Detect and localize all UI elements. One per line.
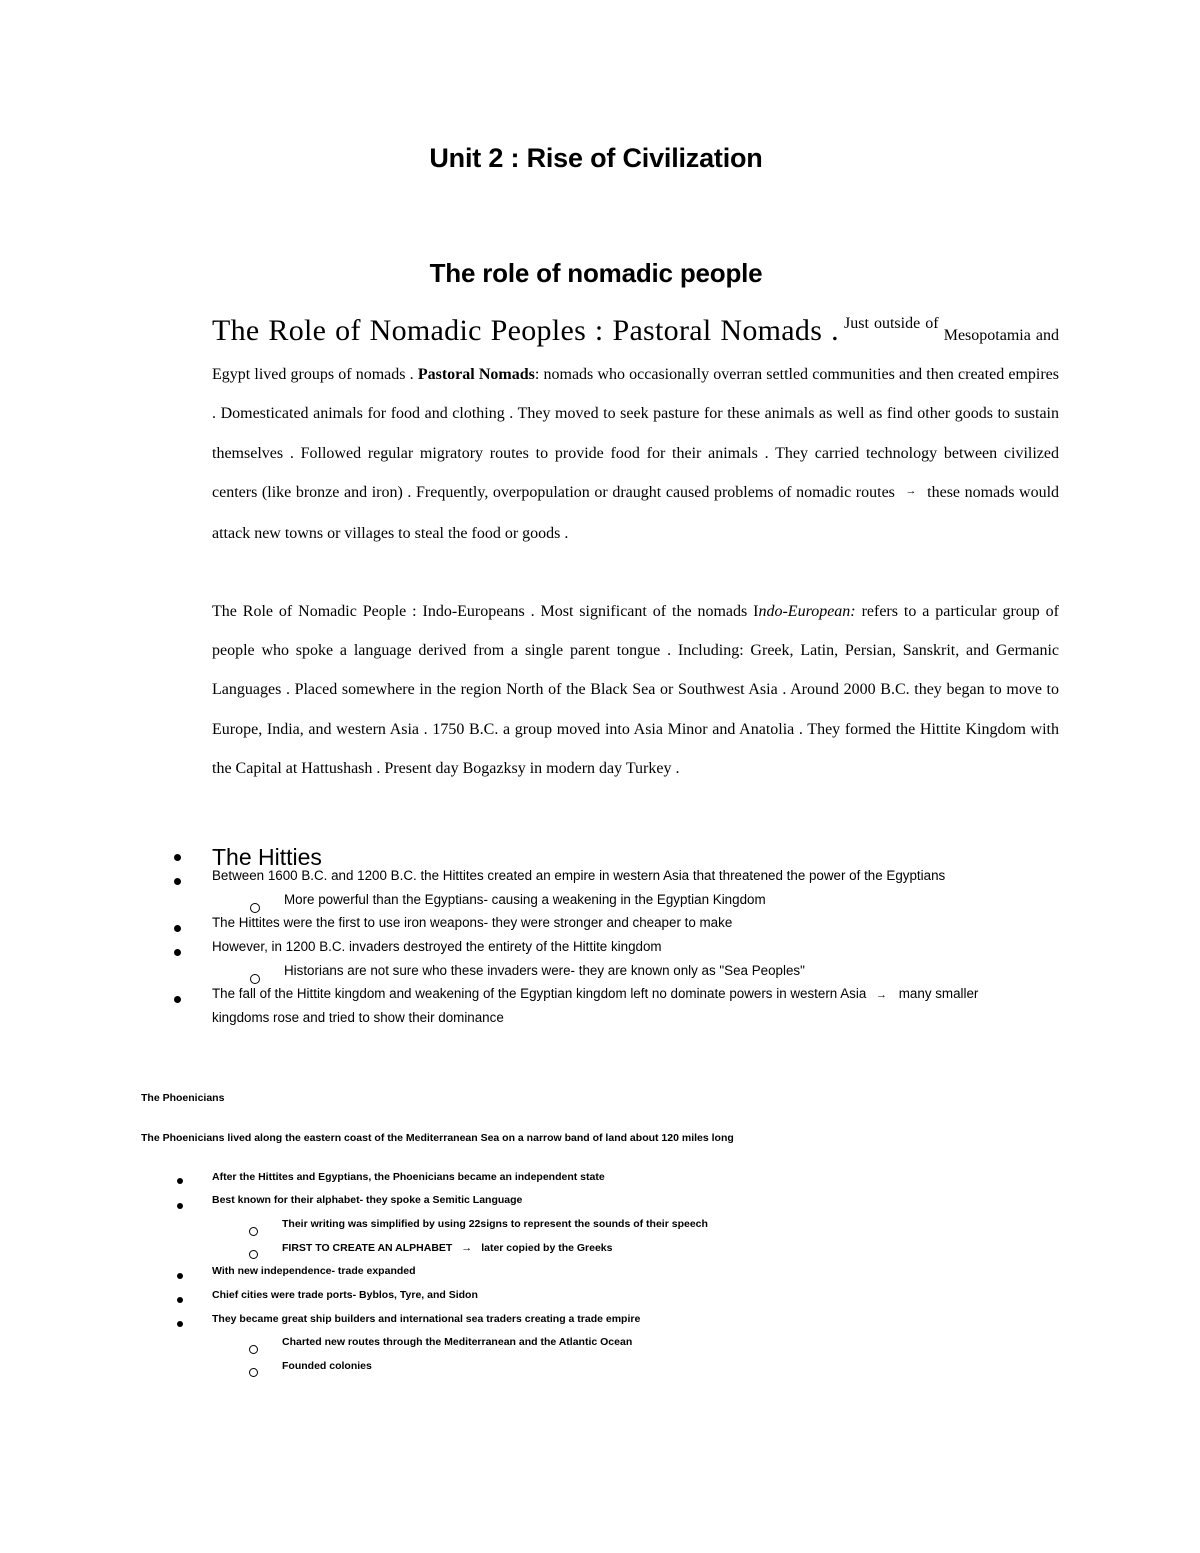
- list-item: Founded colonies: [282, 1360, 372, 1372]
- list-item: They became great ship builders and international sea traders creating a trade empire: [212, 1313, 641, 1325]
- circle-bullet-icon: [249, 1227, 258, 1236]
- list-item: Between 1600 B.C. and 1200 B.C. the Hittites created an empire in western Asia that threatened the power of the Egyptians: [212, 868, 946, 883]
- phoenicians-intro: The Phoenicians lived along the eastern coast of the Mediterranean Sea on a narrow band of land about 120 miles long: [141, 1132, 734, 1144]
- bullet-icon: [174, 925, 181, 932]
- pastoral-text-b: : nomads who occasionally overran settled communities and then created empires . Domesticated animals for food and clothing . They moved to seek pasture for these animals as well as find other goods to sustain themselves . Followed regular migratory routes to provide food for their animals . They carried technology between civilized centers (like bronze and iron) . Frequently, overpopulation or draught caused problems of nomadic routes: [212, 366, 1059, 501]
- pastoral-text-c: these nomads would attack new towns or villages to steal the food or goods .: [212, 483, 1060, 543]
- list-item: Chief cities were trade ports- Byblos, Tyre, and Sidon: [212, 1289, 478, 1301]
- list-item: Historians are not sure who these invaders were- they are known only as "Sea Peoples": [284, 963, 805, 978]
- circle-bullet-icon: [250, 974, 260, 984]
- list-item: More powerful than the Egyptians- causing a weakening in the Egyptian Kingdom: [284, 892, 766, 907]
- section-title: The role of nomadic people: [429, 258, 763, 288]
- pastoral-nomads-paragraph: [212, 304, 1059, 553]
- list-item: The Hittites were the first to use iron weapons- they were stronger and cheaper to make: [212, 915, 733, 930]
- circle-bullet-icon: [249, 1345, 258, 1354]
- pastoral-text-a: Mesopotamia and Egypt lived groups of nomads .: [212, 327, 1060, 384]
- list-item-text: later copied by the Greeks: [481, 1242, 613, 1254]
- bullet-icon: [174, 996, 181, 1003]
- pastoral-lead: Just outside of: [843, 315, 939, 332]
- list-item-continuation: kingdoms rose and tried to show their dominance: [212, 1010, 504, 1025]
- list-item-text: FIRST TO CREATE AN ALPHABET: [282, 1242, 453, 1254]
- arrow-icon: →: [905, 484, 917, 497]
- bullet-icon: [177, 1321, 183, 1327]
- list-item: With new independence- trade expanded: [212, 1265, 416, 1277]
- list-item: [212, 986, 978, 1003]
- list-item-text: The fall of the Hittite kingdom and weakening of the Egyptian kingdom left no dominate powers in western Asia: [212, 986, 867, 1001]
- bullet-icon: [174, 878, 181, 885]
- bullet-icon: [177, 1273, 183, 1279]
- indo-text-a: The Role of Nomadic People : Indo-Europeans . Most significant of the nomads I: [212, 603, 759, 620]
- indo-text-b: refers to a particular group of people who spoke a language derived from a single parent tongue . Including: Greek, Latin, Persian, Sanskrit, and Germanic Languages . Placed somewhere in the region North of the Black Sea or Southwest Asia . Around 2000 B.C. they began to move to Europe, India, and western Asia . 1750 B.C. a group moved into Asia Minor and Anatolia . They formed the Hittite Kingdom with the Capital at Hattushash . Present day Bogazksy in modern day Turkey .: [212, 603, 1060, 777]
- bullet-icon: [177, 1178, 183, 1184]
- pastoral-heading: The Role of Nomadic Peoples : Pastoral Nomads .: [212, 314, 839, 347]
- circle-bullet-icon: [250, 903, 260, 913]
- list-item: Best known for their alphabet- they spoke a Semitic Language: [212, 1194, 523, 1206]
- list-item-text: many smaller: [898, 986, 979, 1001]
- indo-term: ndo-European:: [758, 603, 856, 620]
- list-item: After the Hittites and Egyptians, the Phoenicians became an independent state: [212, 1171, 605, 1183]
- circle-bullet-icon: [249, 1250, 258, 1259]
- page-title: Unit 2 : Rise of Civilization: [429, 143, 763, 173]
- arrow-icon: →: [876, 989, 888, 1001]
- pastoral-term: Pastoral Nomads: [417, 366, 535, 384]
- list-item: Charted new routes through the Mediterranean and the Atlantic Ocean: [282, 1336, 633, 1348]
- arrow-icon: →: [461, 1242, 473, 1254]
- bullet-icon: [177, 1297, 183, 1303]
- hitties-heading: The Hitties: [212, 844, 322, 870]
- list-item: [282, 1242, 613, 1254]
- bullet-icon: [174, 854, 181, 861]
- bullet-icon: [177, 1203, 183, 1209]
- list-item: Their writing was simplified by using 22signs to represent the sounds of their speech: [282, 1218, 708, 1230]
- bullet-icon: [174, 949, 181, 956]
- phoenicians-heading: The Phoenicians: [141, 1092, 225, 1104]
- list-item: However, in 1200 B.C. invaders destroyed the entirety of the Hittite kingdom: [212, 939, 662, 954]
- circle-bullet-icon: [249, 1368, 258, 1377]
- indo-europeans-paragraph: [212, 592, 1059, 788]
